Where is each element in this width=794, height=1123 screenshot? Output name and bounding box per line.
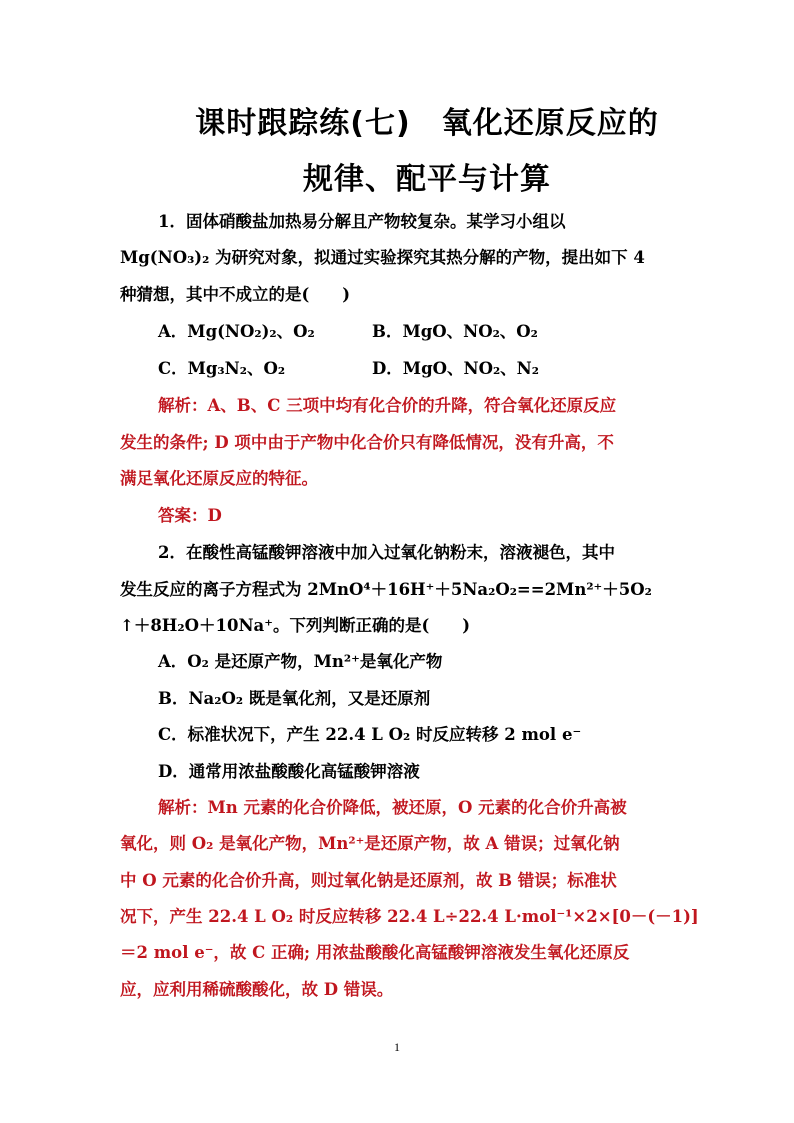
q2-analysis-label: 解析: [158, 798, 191, 817]
q1-option-row-1: [158, 320, 676, 344]
q2-analysis-line-5: ＝2 mol e⁻，故 C 正确; 用浓盐酸酸化高锰酸钾溶液发生氧化还原反: [120, 943, 630, 962]
q2-analysis-line-2: 氧化，则 O₂ 是氧化产物，Mn²⁺是还原产物，故 A 错误；过氧化钠: [120, 834, 620, 853]
q1-answer-line: [158, 504, 676, 528]
q1-option-row-2: [158, 357, 676, 381]
q1-stem-line-1: 1．固体硝酸盐加热易分解且产物较复杂。某学习小组以: [158, 212, 566, 231]
q1-analysis-line-3: 满足氧化还原反应的特征。: [120, 469, 318, 488]
title-line-1: 课时跟踪练(七) 氧化还原反应的: [195, 106, 659, 141]
q1-option-b[interactable]: B．MgO、NO₂、O₂: [372, 322, 538, 341]
q2-analysis-line-1: [158, 796, 676, 820]
q1-answer-value: ：D: [191, 506, 222, 525]
q1-stem-line-3: 种猜想，其中不成立的是( ): [120, 285, 351, 304]
q1-stem-line-2: Mg(NO₃)₂ 为研究对象，拟通过实验探究其热分解的产物，提出如下 4: [120, 248, 645, 267]
q2-analysis-line-4: 况下，产生 22.4 L O₂ 时反应转移 22.4 L÷22.4 L·mol⁻¹×2×[0－(－1)]: [120, 907, 699, 926]
q2-analysis-line-6: 应，应利用稀硫酸酸化，故 D 错误。: [120, 980, 394, 999]
q1-analysis-line-2: 发生的条件; D 项中由于产物中化合价只有降低情况，没有升高，不: [120, 433, 614, 452]
page-number: 1: [394, 1040, 400, 1054]
q1-option-a[interactable]: A．Mg(NO₂)₂、O₂: [158, 322, 315, 341]
q2-option-c[interactable]: C．标准状况下，产生 22.4 L O₂ 时反应转移 2 mol e⁻: [158, 725, 582, 744]
q2-stem-line-1: 2．在酸性高锰酸钾溶液中加入过氧化钠粉末，溶液褪色，其中: [158, 543, 615, 562]
q1-analysis-line-1: [158, 394, 676, 418]
q1-analysis-text-1: ：A、B、C 三项中均有化合价的升降，符合氧化还原反应: [191, 396, 617, 415]
q2-option-b[interactable]: B．Na₂O₂ 既是氧化剂，又是还原剂: [158, 689, 431, 708]
q1-analysis-label: 解析: [158, 396, 191, 415]
title-line-2: 规律、配平与计算: [303, 162, 551, 197]
q2-option-d[interactable]: D．通常用浓盐酸酸化高锰酸钾溶液: [158, 762, 420, 781]
q2-stem-line-2: 发生反应的离子方程式为 2MnO⁴＋16H⁺＋5Na₂O₂==2Mn²⁺＋5O₂: [120, 580, 652, 599]
q1-option-d[interactable]: D．MgO、NO₂、N₂: [372, 359, 539, 378]
q2-analysis-line-3: 中 O 元素的化合价升高，则过氧化钠是还原剂，故 B 错误；标准状: [120, 871, 617, 890]
q2-analysis-text-1: ：Mn 元素的化合价降低，被还原，O 元素的化合价升高被: [191, 798, 627, 817]
q2-stem-line-3: ↑＋8H₂O＋10Na⁺。下列判断正确的是( ): [120, 616, 471, 635]
q1-option-c[interactable]: C．Mg₃N₂、O₂: [158, 359, 286, 378]
q1-answer-label: 答案: [158, 506, 191, 525]
q2-option-a[interactable]: A．O₂ 是还原产物，Mn²⁺是氧化产物: [158, 652, 443, 671]
